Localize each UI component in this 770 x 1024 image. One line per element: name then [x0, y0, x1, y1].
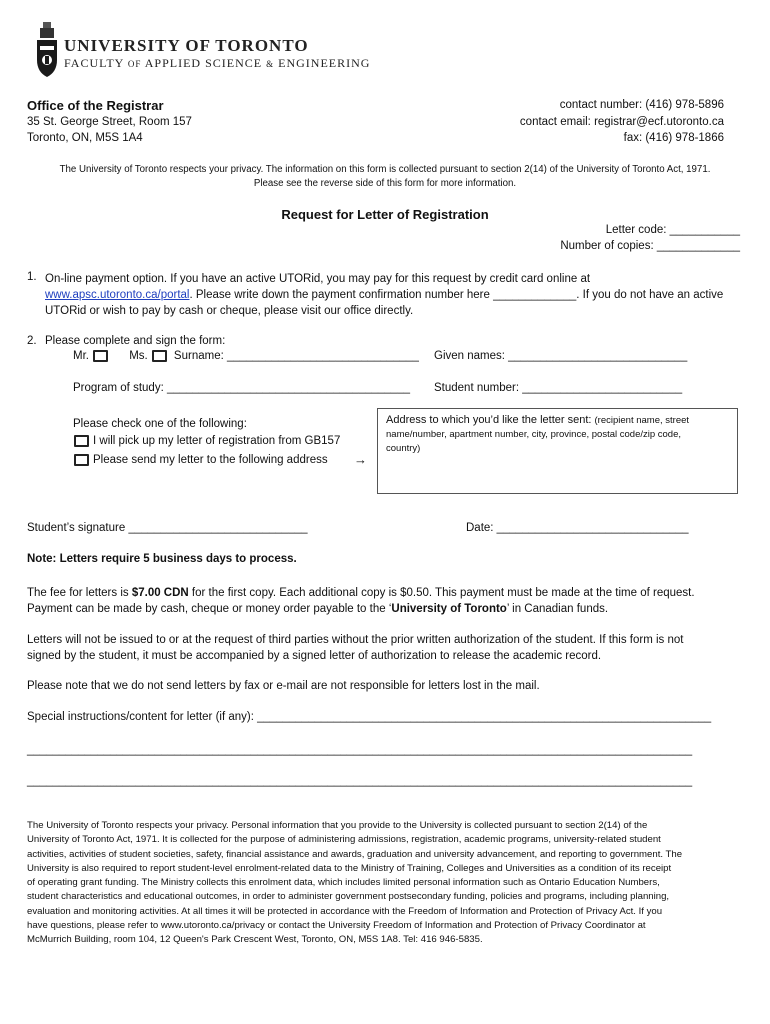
check-prompt: Please check one of the following:	[73, 418, 247, 430]
student-number-field[interactable]: Student number: _________________________	[434, 382, 683, 394]
address-box[interactable]: Address to which you’d like the letter sent: (recipient name, street name/number, apartment number, city, province, postal code/zip code, country)	[377, 408, 738, 494]
surname-field[interactable]: Surname: ______________________________	[173, 350, 419, 363]
item2-text: Please complete and sign the form:	[45, 335, 226, 347]
office-title: Office of the Registrar	[27, 98, 164, 113]
letter-code-field[interactable]: Letter code: ___________	[605, 224, 740, 236]
address-box-title: Address to which you’d like the letter sent:	[386, 414, 592, 426]
item1-text: On-line payment option. If you have an active UTORid, you may pay for this request by credit card online at www.apsc.utoronto.ca/portal. Please write down the payment confirmation number here _____________. If you do not have an active UTORid or wish to pay by cash or cheque, please visit our office directly.	[45, 273, 724, 317]
university-name: UNIVERSITY OF TORONTO	[64, 36, 309, 55]
office-address-line1: 35 St. George Street, Room 157	[27, 116, 192, 128]
send-option[interactable]: Please send my letter to the following address	[70, 454, 328, 466]
number-of-copies-field[interactable]: Number of copies: _____________	[560, 240, 740, 252]
portal-link[interactable]: www.apsc.utoronto.ca/portal	[45, 289, 190, 301]
crest-icon	[34, 22, 60, 78]
arrow-right-icon: →	[354, 452, 367, 467]
contact-phone: contact number: (416) 978-5896	[559, 99, 724, 111]
office-address-line2: Toronto, ON, M5S 1A4	[27, 132, 143, 144]
title-selection: Mr. Ms. Surname: ______________________________	[73, 350, 419, 363]
processing-note: Note: Letters require 5 business days to process.	[27, 553, 297, 565]
date-field[interactable]: Date: ______________________________	[466, 522, 689, 534]
given-names-field[interactable]: Given names: ____________________________	[434, 350, 688, 362]
item1-number: 1.	[27, 271, 37, 283]
contact-email: contact email: registrar@ecf.utoronto.ca	[519, 116, 724, 128]
third-party-paragraph: Letters will not be issued to or at the request of third parties without the prior written authorization of the student. If this form is not signed by the student, it must be accompanied by a signed letter of authorization to release the academic record.	[27, 634, 684, 662]
student-signature-field[interactable]: Student’s signature ____________________________	[27, 522, 308, 534]
privacy-statement: The University of Toronto respects your privacy. Personal information that you provide to the University is collected pursuant to section 2(14) of the University of Toronto Act, 1971. It is collected for the purpose of administering admissions, registration, academic programs, university-related student activities, activities of student societies, safety, financial assistance and awards, graduation and university advancement, and reporting to government. The University is also required to report student-level enrolment-related data to the Ministry of Training, Colleges and Universities as a condition of its receipt of operating grant funding. The Ministry collects this enrolment data, which includes limited personal information such as Ontario Education Numbers, student characteristics and educational outcomes, in order to administer government postsecondary funding, policies and programs, including planning, evaluation and monitoring activities. At all times it will be protected in accordance with the Freedom of Information and Protection of Privacy Act. If you have questions, please refer to www.utoronto.ca/privacy or contact the University Freedom of Information and Protection of Privacy Coordinator at McMurrich Building, room 104, 12 Queen's Park Crescent West, Toronto, ON, M5S 1A8. Tel: 416 946-5835.	[27, 820, 683, 946]
form-title: Request for Letter of Registration	[281, 207, 489, 222]
send-checkbox[interactable]	[74, 454, 89, 466]
special-instructions-field[interactable]: Special instructions/content for letter (if any): _______________________________________________________________________	[27, 711, 712, 723]
faculty-name: FACULTY OF APPLIED SCIENCE & ENGINEERING	[64, 56, 371, 70]
ms-checkbox[interactable]	[152, 350, 167, 362]
item2-number: 2.	[27, 335, 37, 347]
pickup-option[interactable]: I will pick up my letter of registration from GB157	[70, 435, 340, 447]
fee-paragraph: The fee for letters is $7.00 CDN for the first copy. Each additional copy is $0.50. This payment must be made at the time of request. Payment can be made by cash, cheque or money order payable to the ‘University of Toronto’ in Canadian funds.	[27, 587, 695, 615]
pickup-checkbox[interactable]	[74, 435, 89, 447]
fax-note: Please note that we do not send letters by fax or e-mail are not responsible for letters lost in the mail.	[27, 680, 540, 692]
special-instructions-line2[interactable]: ________________________________________________________________________________________________________	[27, 744, 693, 756]
privacy-short-notice: The University of Toronto respects your privacy. The information on this form is collected pursuant to section 2(14) of the University of Toronto Act, 1971. Please see the reverse side of this form for more information.	[59, 164, 711, 189]
special-instructions-line3[interactable]: ________________________________________________________________________________________________________	[27, 775, 693, 787]
faculty-logo	[34, 22, 374, 82]
program-of-study-field[interactable]: Program of study: ______________________________________	[73, 382, 410, 394]
contact-fax: fax: (416) 978-1866	[623, 132, 724, 144]
mr-checkbox[interactable]	[93, 350, 108, 362]
